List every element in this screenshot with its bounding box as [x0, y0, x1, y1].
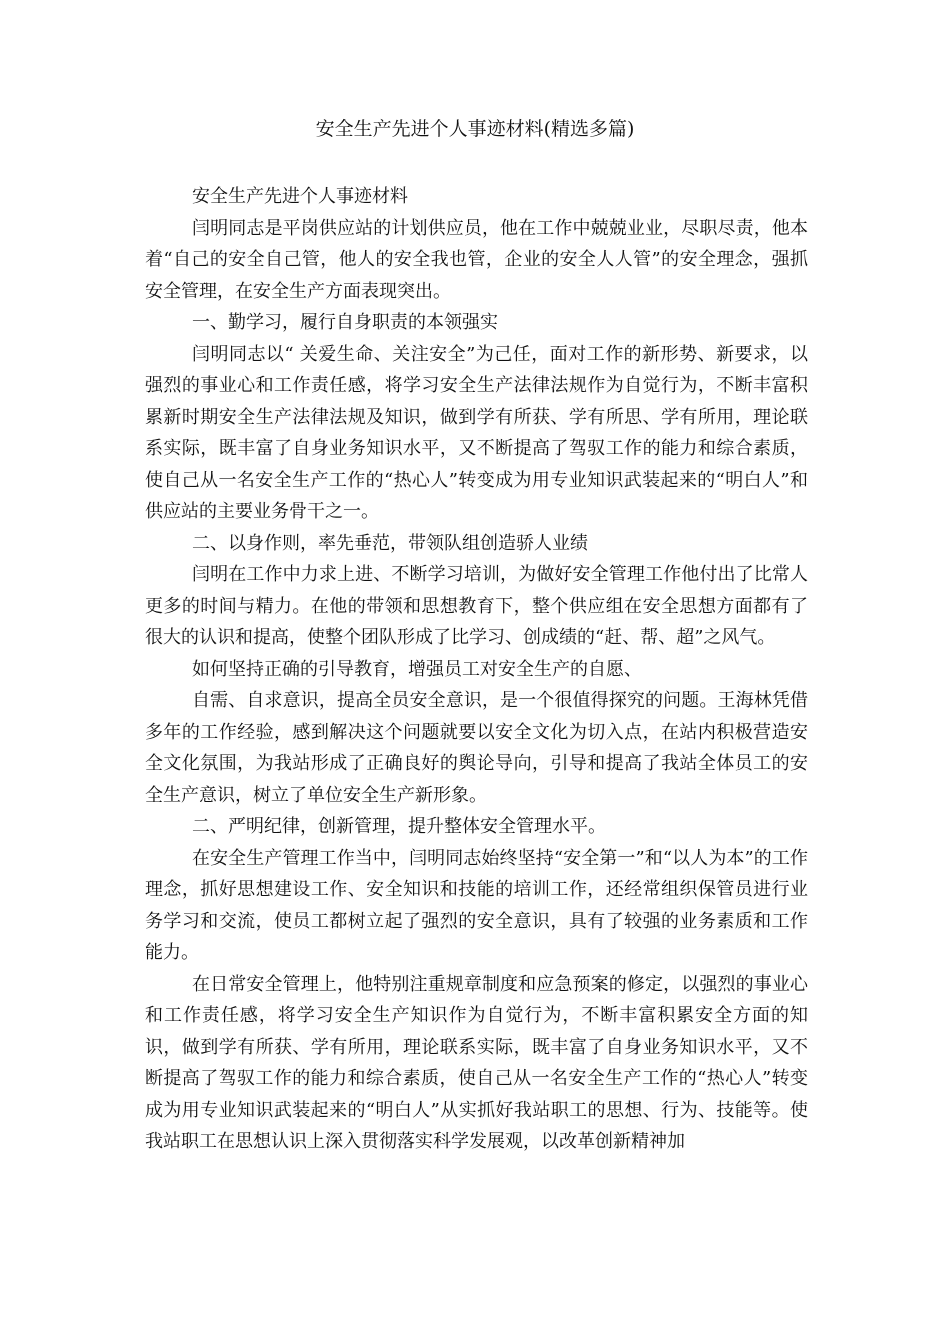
section-heading-main: 安全生产先进个人事迹材料 [192, 186, 408, 207]
body-paragraph-management: 在安全生产管理工作当中，闫明同志始终坚持“安全第一”和“以人为本”的工作理念，抓好思想建设工作、安全知识和技能的培训工作，还经常组织保管员进行业务学习和交流，使员工都树立起了强烈的安全意识，具有了较强的业务素质和工作能力。 [145, 847, 808, 963]
document-title: 安全生产先进个人事迹材料(精选多篇) [315, 118, 635, 140]
body-paragraph-daily: 在日常安全管理上，他特别注重规章制度和应急预案的修定，以强烈的事业心和工作责任感，将学习安全生产知识作为自觉行为，不断丰富积累安全方面的知识，做到学有所获、学有所用，理论联系实际，既丰富了自身业务知识水平，又不断提高了驾驭工作的能力和综合素质，使自己从一名安全生产工作的“热心人”转变成为用专业知识武装起来的“明白人”从实抓好我站职工的思想、行为、技能等。使我站职工在思想认识上深入贯彻落实科学发展观，以改革创新精神加 [145, 973, 808, 1152]
document-body [145, 181, 808, 1158]
body-paragraph-question: 如何坚持正确的引导教育，增强员工对安全生产的自愿、 [192, 658, 642, 680]
section-heading-2: 二、以身作则，率先垂范，带领队组创造骄人业绩 [192, 532, 588, 554]
body-paragraph-culture: 自需、自求意识，提高全员安全意识，是一个很值得探究的问题。王海林凭借多年的工作经验，感到解决这个问题就要以安全文化为切入点，在站内积极营造安全文化氛围，为我站形成了正确良好的舆论导向，引导和提高了我站全体员工的安全生产意识，树立了单位安全生产新形象。 [145, 690, 808, 806]
section-heading-1: 一、勤学习，履行自身职责的本领强实 [192, 312, 498, 333]
body-paragraph-intro: 闫明同志是平岗供应站的计划供应员，他在工作中兢兢业业，尽职尽责，他本着“自己的安全自己管，他人的安全我也管，企业的安全人人管”的安全理念，强抓安全管理，在安全生产方面表现突出。 [145, 217, 808, 302]
body-paragraph-lead: 闫明在工作中力求上进、不断学习培训，为做好安全管理工作他付出了比常人更多的时间与精力。在他的带领和思想教育下，整个供应组在安全思想方面都有了很大的认识和提高，使整个团队形成了比学习、创成绩的“赶、帮、超”之风气。 [145, 564, 808, 648]
body-paragraph-study: 闫明同志以“ 关爱生命、关注安全”为己任，面对工作的新形势、新要求，以强烈的事业心和工作责任感，将学习安全生产法律法规作为自觉行为，不断丰富积累新时期安全生产法律法规及知识，做到学有所获、学有所思、学有所用，理论联系实际，既丰富了自身业务知识水平，又不断提高了驾驭工作的能力和综合素质，使自己从一名安全生产工作的“热心人”转变成为用专业知识武装起来的“明白人”和供应站的主要业务骨干之一。 [145, 343, 808, 522]
section-heading-3: 二、严明纪律，创新管理，提升整体安全管理水平。 [192, 816, 606, 837]
